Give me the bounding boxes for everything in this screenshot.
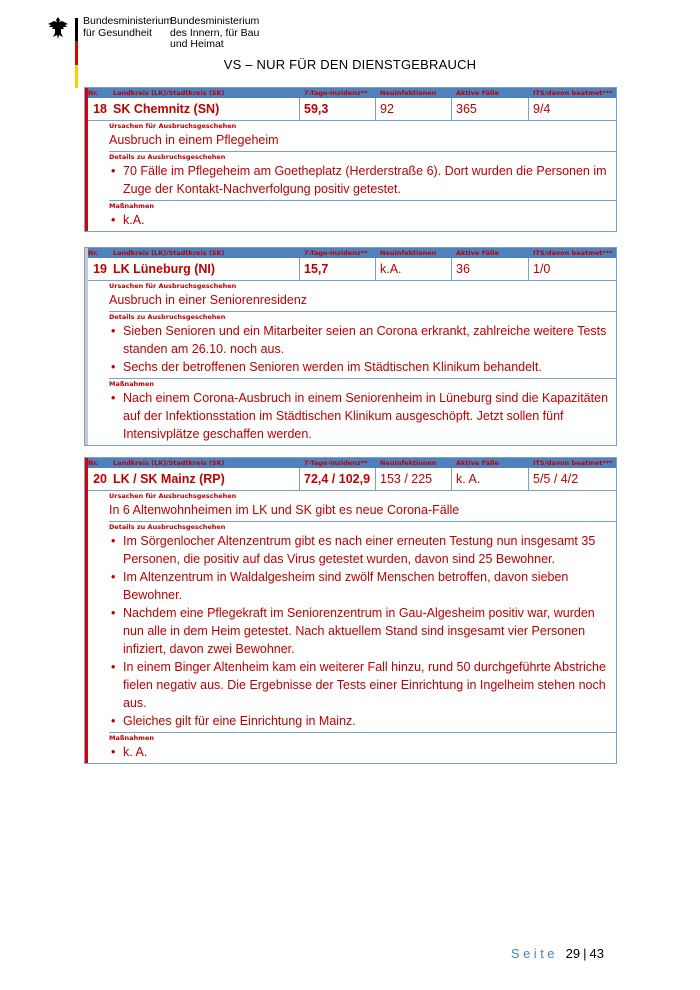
list-item: • Im Sörgenlocher Altenzentrum gibt es nach einer erneuten Testung nun insgesamt 35 Personen, die positiv auf das Virus getestet wurden, davon sind 25 Bewohner. — [109, 532, 616, 568]
status-bar — [85, 88, 88, 231]
col-its: ITS/davon beatmet*** — [533, 249, 613, 257]
row-neuinfektionen: k.A. — [376, 258, 452, 280]
list-item: • Sechs der betroffenen Senioren werden im Städtischen Klinikum behandelt. — [109, 358, 616, 376]
page-footer — [511, 946, 604, 961]
row-landkreis: LK Lüneburg (NI) — [109, 258, 300, 280]
list-item: • k.A. — [109, 211, 616, 229]
col-nr: Nr. — [88, 459, 99, 467]
outbreak-card-20 — [84, 457, 617, 764]
col-inzidenz: 7-Tage-Inzidenz** — [304, 459, 368, 467]
row-inzidenz: 72,4 / 102,9 — [300, 468, 376, 490]
row-its: 1/0 — [533, 262, 551, 276]
seite-label: Seite — [510, 946, 559, 961]
section-text: Ausbruch in einer Seniorenresidenz — [109, 293, 308, 307]
section-massnahmen — [109, 201, 616, 231]
federal-eagle-icon — [46, 16, 70, 40]
row-landkreis: SK Chemnitz (SN) — [109, 98, 300, 120]
list-item: • Nach einem Corona-Ausbruch in einem Seniorenheim in Lüneburg sind die Kapazitäten auf der Infektionsstation im Städtischen Klinikum ausgeschöpft. Jetzt sollen fünf Intensivplätze geschaffen werden. — [109, 389, 616, 443]
col-aktive-faelle: Aktive Fälle — [456, 89, 499, 97]
col-landkreis: Landkreis (LK)/Stadtkreis (SK) — [113, 249, 225, 257]
section-label: Details zu Ausbruchsgeschehen — [109, 153, 226, 161]
table-row — [85, 98, 616, 121]
list-item: • Sieben Senioren und ein Mitarbeiter seien an Corona erkrankt, zahlreiche weitere Tests standen am 26.10. noch aus. — [109, 322, 616, 358]
col-aktive-faelle: Aktive Fälle — [456, 459, 499, 467]
list-item: • Im Altenzentrum in Waldalgesheim sind zwölf Menschen betroffen, davon sieben Bewohner. — [109, 568, 616, 604]
col-inzidenz: 7-Tage-Inzidenz** — [304, 89, 368, 97]
section-ursachen — [109, 281, 616, 312]
row-neuinfektionen: 92 — [376, 98, 452, 120]
section-label: Ursachen für Ausbruchsgeschehen — [109, 492, 237, 500]
list-item: • 70 Fälle im Pflegeheim am Goetheplatz (Herderstraße 6). Dort wurden die Personen im Zuge der Kontakt-Nachverfolgung positiv getestet. — [109, 162, 616, 198]
table-header — [85, 458, 616, 468]
section-massnahmen — [109, 733, 616, 763]
section-label: Maßnahmen — [109, 380, 154, 388]
row-nr: 18 — [93, 102, 107, 116]
section-ursachen — [109, 121, 616, 152]
col-neuinfektionen: Neuinfektionen — [380, 249, 437, 257]
row-its: 9/4 — [533, 102, 551, 116]
page-separator: | — [583, 946, 587, 961]
col-landkreis: Landkreis (LK)/Stadtkreis (SK) — [113, 89, 225, 97]
section-label: Details zu Ausbruchsgeschehen — [109, 313, 226, 321]
section-text: In 6 Altenwohnheimen im LK und SK gibt es neue Corona-Fälle — [109, 503, 460, 517]
section-label: Details zu Ausbruchsgeschehen — [109, 523, 226, 531]
table-row — [85, 468, 616, 491]
col-inzidenz: 7-Tage-Inzidenz** — [304, 249, 368, 257]
section-label: Ursachen für Ausbruchsgeschehen — [109, 122, 237, 130]
table-header — [85, 88, 616, 98]
col-its: ITS/davon beatmet*** — [533, 89, 613, 97]
section-ursachen — [109, 491, 616, 522]
row-nr: 20 — [93, 472, 107, 486]
page-total: 43 — [589, 946, 604, 961]
row-its: 5/5 / 4/2 — [533, 472, 579, 486]
page-number: 29 — [565, 946, 581, 961]
row-inzidenz: 59,3 — [300, 98, 376, 120]
status-bar — [85, 248, 88, 445]
outbreak-card-18 — [84, 87, 617, 232]
row-aktive-faelle: k. A. — [452, 468, 529, 490]
row-neuinfektionen: 153 / 225 — [376, 468, 452, 490]
col-neuinfektionen: Neuinfektionen — [380, 89, 437, 97]
section-details — [109, 522, 616, 733]
list-item: • In einem Binger Altenheim kam ein weiterer Fall hinzu, rund 50 durchgeführte Abstriche fielen negativ aus. Die Ergebnisse der Tests einer Einrichtung in Ingelheim stehen noch aus. — [109, 658, 616, 712]
section-label: Ursachen für Ausbruchsgeschehen — [109, 282, 237, 290]
section-label: Maßnahmen — [109, 734, 154, 742]
list-item: • Nachdem eine Pflegekraft im Seniorenzentrum in Gau-Algesheim positiv war, wurden nun alle in dem Heim getestet. Nach aktuellem Stand sind insgesamt vier Personen infiziert, davon zwei Bewohner. — [109, 604, 616, 658]
ministry-interior-label: Bundesministerium des Innern, für Bau und Heimat — [170, 15, 260, 50]
col-nr: Nr. — [88, 249, 99, 257]
row-landkreis: LK / SK Mainz (RP) — [109, 468, 300, 490]
list-item: • k. A. — [109, 743, 616, 761]
col-nr: Nr. — [88, 89, 99, 97]
table-header — [85, 248, 616, 258]
section-label: Maßnahmen — [109, 202, 154, 210]
row-aktive-faelle: 36 — [452, 258, 529, 280]
status-bar — [85, 458, 88, 763]
col-its: ITS/davon beatmet*** — [533, 459, 613, 467]
col-neuinfektionen: Neuinfektionen — [380, 459, 437, 467]
col-landkreis: Landkreis (LK)/Stadtkreis (SK) — [113, 459, 225, 467]
row-nr: 19 — [93, 262, 107, 276]
outbreak-card-19 — [84, 247, 617, 446]
section-text: Ausbruch in einem Pflegeheim — [109, 133, 279, 147]
table-row — [85, 258, 616, 281]
list-item: • Gleiches gilt für eine Einrichtung in Mainz. — [109, 712, 616, 730]
col-aktive-faelle: Aktive Fälle — [456, 249, 499, 257]
classification-label: VS – NUR FÜR DEN DIENSTGEBRAUCH — [223, 57, 477, 72]
ministry-health-label: Bundesministerium für Gesundheit — [83, 15, 173, 39]
section-massnahmen — [109, 379, 616, 445]
row-aktive-faelle: 365 — [452, 98, 529, 120]
section-details — [109, 312, 616, 379]
german-flag-stripe — [75, 18, 78, 88]
section-details — [109, 152, 616, 201]
row-inzidenz: 15,7 — [300, 258, 376, 280]
